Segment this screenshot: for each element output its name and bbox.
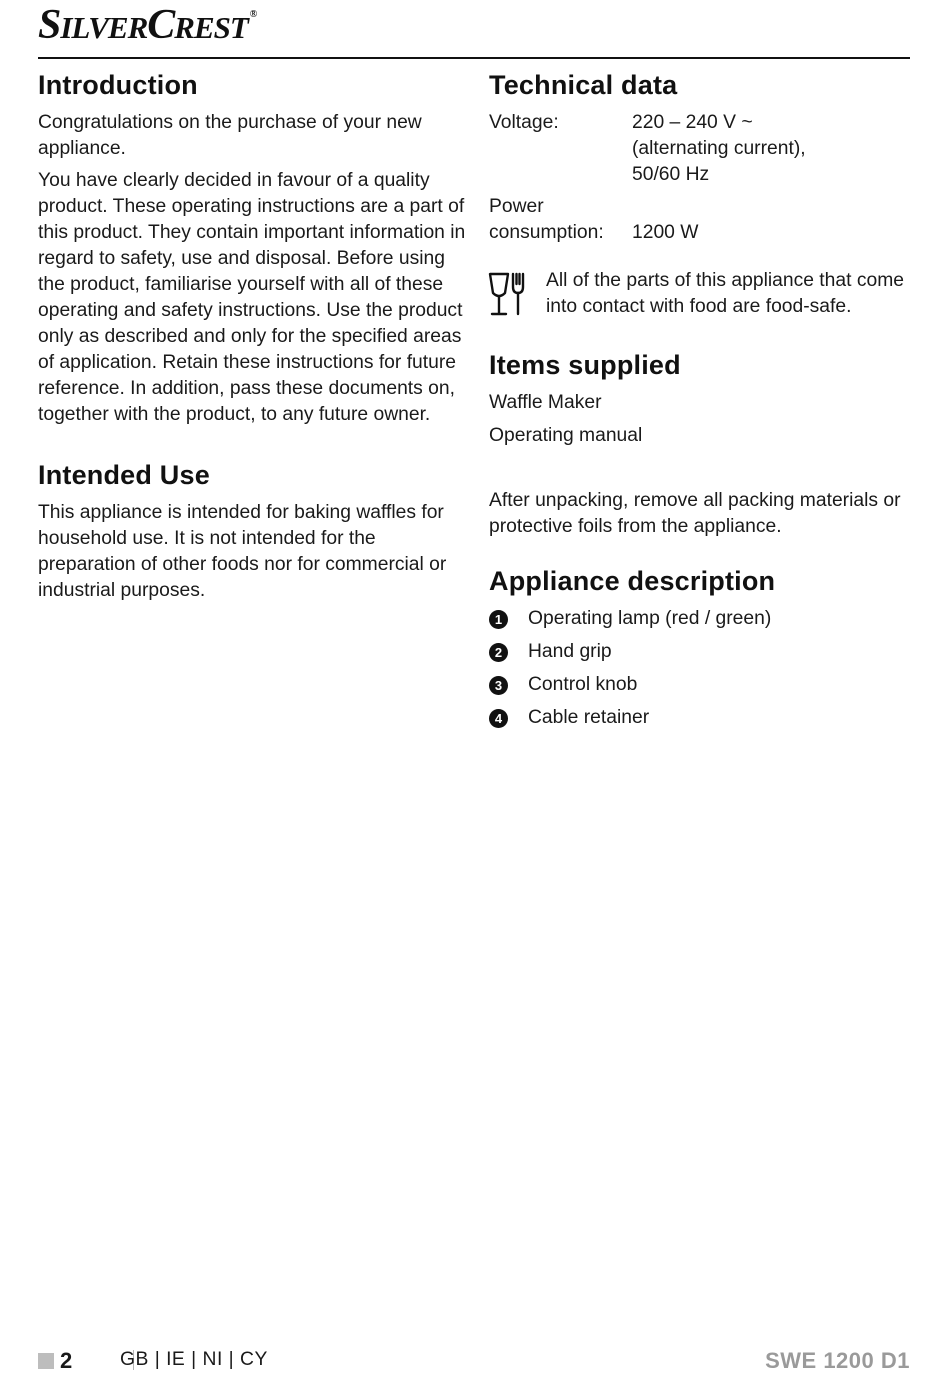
number-badge: 2: [489, 643, 508, 662]
food-safe-notice: [489, 268, 914, 322]
logo-text: ILVER: [60, 10, 148, 45]
food-safe-text: All of the parts of this appliance that come into contact with food are food-safe.: [546, 270, 904, 317]
header-rule: [38, 57, 910, 59]
page-footer: [38, 1346, 910, 1376]
glass-fork-icon: [488, 271, 536, 322]
voltage-value-line: (alternating current),: [632, 138, 806, 159]
footer-square-marker: [38, 1353, 54, 1369]
voltage-value-line: 50/60 Hz: [632, 164, 710, 185]
power-value: [632, 194, 914, 246]
list-item-label: Hand grip: [528, 641, 612, 662]
list-item: [489, 639, 914, 665]
list-item: [489, 672, 914, 698]
appliance-description-section: [489, 564, 914, 731]
items-supplied-heading: Items supplied: [489, 350, 681, 380]
introduction-paragraph-2: You have clearly decided in favour of a quality product. These operating instructions are a part of this product. They contain important information in regard to safety, use and disposal. Before using the product, familiarise yourself with all of these operating and safety instructions. Use the product only as described and only for the specified areas of application. Retain these instructions for future reference. In addition, pass these documents on, together with the product, to any future owner.: [38, 170, 466, 425]
power-value-text: 1200 W: [632, 222, 699, 243]
introduction-heading: Introduction: [38, 70, 198, 100]
list-item-label: Operating lamp (red / green): [528, 608, 772, 629]
number-badge: 3: [489, 676, 508, 695]
logo-letter: C: [147, 2, 175, 48]
technical-data-section: [489, 68, 914, 322]
list-item-label: Cable retainer: [528, 707, 650, 728]
technical-data-heading: Technical data: [489, 70, 678, 100]
list-item: Operating manual: [489, 425, 643, 446]
intended-use-section: [38, 458, 468, 604]
items-supplied-section: [489, 348, 914, 540]
introduction-section: [38, 68, 468, 428]
page-number: 2: [60, 1348, 73, 1373]
voltage-value-line: 220 – 240 V ~: [632, 112, 753, 133]
power-label: [489, 194, 632, 246]
power-row: [489, 194, 914, 246]
intended-use-paragraph: This appliance is intended for baking waffles for household use. It is not intended for the preparation of other foods nor for commercial or industrial purposes.: [38, 502, 447, 601]
list-item: [489, 606, 914, 632]
introduction-paragraph-1: Congratulations on the purchase of your new appliance.: [38, 112, 422, 159]
list-item: [489, 705, 914, 731]
power-label-line: consumption:: [489, 222, 604, 243]
power-label-line: Power: [489, 196, 544, 217]
right-column: [489, 68, 914, 738]
list-item-label: Control knob: [528, 674, 638, 695]
unpacking-note: After unpacking, remove all packing materials or protective foils from the appliance.: [489, 490, 901, 537]
number-badge: 4: [489, 709, 508, 728]
footer-countries: GB | IE | NI | CY: [120, 1349, 268, 1370]
voltage-label: Voltage:: [489, 112, 559, 133]
appliance-description-heading: Appliance description: [489, 566, 776, 596]
registered-mark: ®: [249, 9, 257, 20]
number-badge: 1: [489, 610, 508, 629]
voltage-row: [489, 110, 914, 188]
logo-text: REST: [174, 10, 248, 45]
footer-model-number: SWE 1200 D1: [765, 1348, 910, 1373]
left-column: [38, 68, 468, 610]
voltage-value: [632, 110, 914, 188]
list-item: Waffle Maker: [489, 392, 602, 413]
intended-use-heading: Intended Use: [38, 460, 210, 490]
logo-letter: S: [38, 2, 61, 48]
brand-logo: [38, 4, 256, 46]
